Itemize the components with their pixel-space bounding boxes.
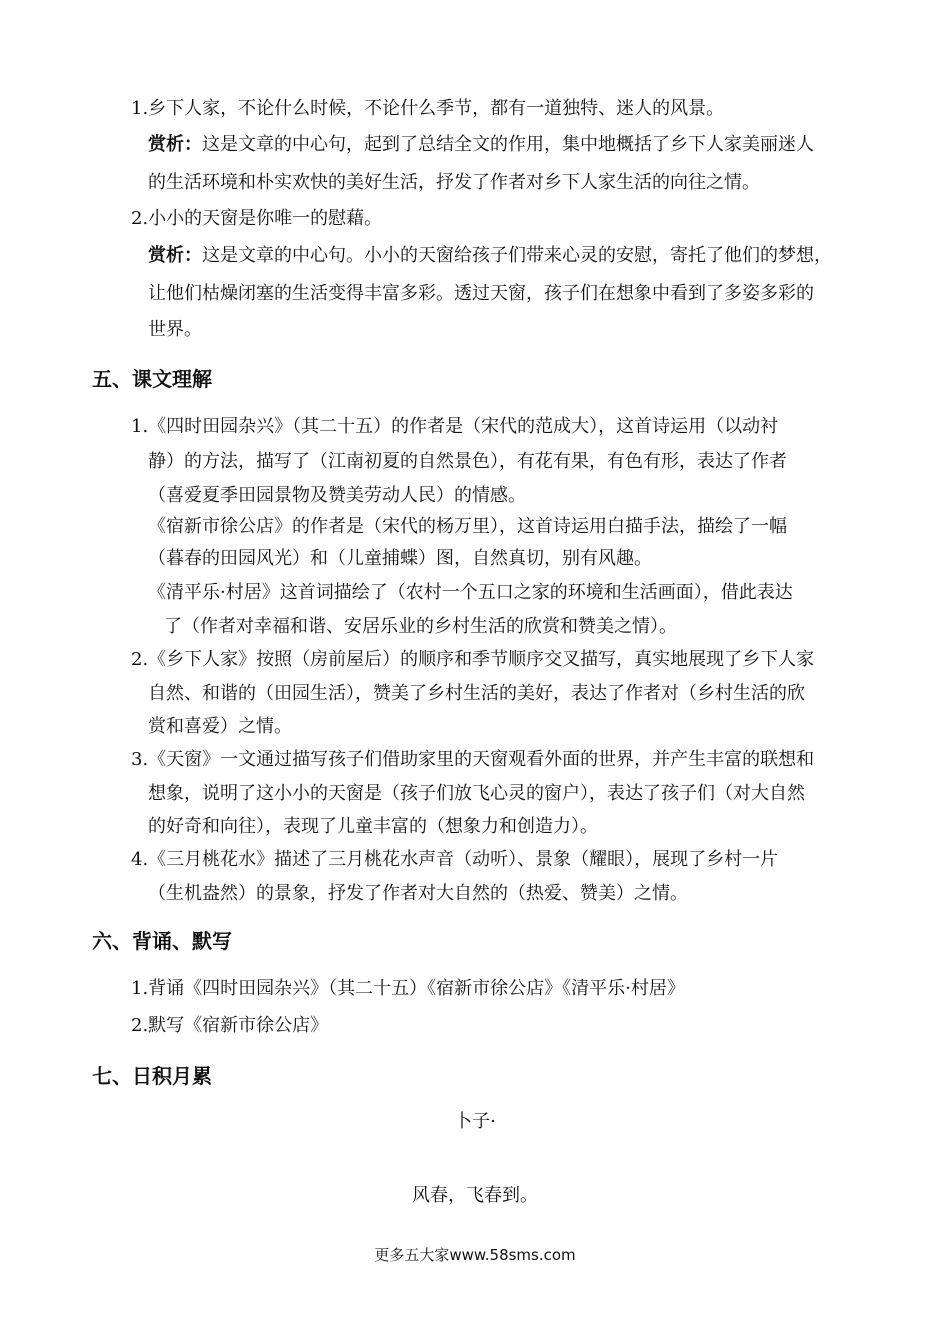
recite-item-2: 2.默写《宿新市徐公店》	[131, 1015, 329, 1036]
section-5-heading: 五、课文理解	[92, 367, 212, 391]
analysis-2-line-3: 世界。	[148, 319, 202, 340]
analysis-2-line-1	[148, 244, 832, 268]
understanding-line-3: （喜爱夏季田园景物及赞美劳动人民）的情感。	[148, 485, 526, 506]
understanding-line-1: 1.《四时田园杂兴》（其二十五）的作者是（宋代的范成大），这首诗运用（以动衬	[131, 416, 779, 437]
understanding-line-15: （生机盎然）的景象，抒发了作者对大自然的（热爱、赞美）之情。	[148, 883, 688, 904]
understanding-line-11: 3.《天窗》一文通过描写孩子们借助家里的天窗观看外面的世界，并产生丰富的联想和	[131, 749, 815, 770]
recite-item-1: 1.背诵《四时田园杂兴》（其二十五）《宿新市徐公店》《清平乐·村居》	[131, 978, 685, 999]
page-footer: 更多五大家www.58sms.com	[374, 1246, 576, 1264]
analysis-text: 这是文章的中心句。小小的天窗给孩子们带来心灵的安慰，寄托了他们的梦想，	[202, 245, 832, 266]
understanding-line-13: 的好奇和向往），表现了儿童丰富的（想象力和创造力）。	[148, 816, 598, 837]
section-7-heading: 七、日积月累	[92, 1064, 212, 1088]
sentence-item-1: 1.乡下人家，不论什么时候，不论什么季节，都有一道独特、迷人的风景。	[131, 98, 725, 119]
sentence-item-2: 2.小小的天窗是你唯一的慰藉。	[131, 208, 383, 229]
section-6-heading: 六、背诵、默写	[92, 929, 232, 953]
understanding-line-2: 静）的方法，描写了（江南初夏的自然景色），有花有果，有色有形，表达了作者	[148, 451, 787, 472]
understanding-line-12: 想象，说明了这小小的天窗是（孩子们放飞心灵的窗户），表达了孩子们（对大自然	[148, 783, 805, 804]
analysis-label: 赏析：	[148, 134, 202, 155]
understanding-line-6: 《清平乐·村居》这首词描绘了（农村一个五口之家的环境和生活画面），借此表达	[148, 582, 793, 603]
poem-title: 卜子·	[454, 1111, 496, 1132]
understanding-line-10: 赏和喜爱）之情。	[148, 716, 292, 737]
analysis-2-line-2: 让他们枯燥闭塞的生活变得丰富多彩。透过天窗，孩子们在想象中看到了多姿多彩的	[148, 283, 814, 304]
understanding-line-14: 4.《三月桃花水》描述了三月桃花水声音（动听）、景象（耀眼），展现了乡村一片	[131, 849, 779, 870]
analysis-1-line-2: 的生活环境和朴实欢快的美好生活，抒发了作者对乡下人家生活的向往之情。	[148, 172, 760, 193]
understanding-line-7: 了（作者对幸福和谐、安居乐业的乡村生活的欣赏和赞美之情）。	[164, 616, 677, 637]
analysis-label: 赏析：	[148, 245, 202, 266]
understanding-line-8: 2.《乡下人家》按照（房前屋后）的顺序和季节顺序交叉描写，真实地展现了乡下人家	[131, 649, 815, 670]
poem-line: 风春，飞春到。	[412, 1185, 538, 1206]
analysis-text: 这是文章的中心句，起到了总结全文的作用，集中地概括了乡下人家美丽迷人	[202, 134, 814, 155]
understanding-line-4: 《宿新市徐公店》的作者是（宋代的杨万里），这首诗运用白描手法，描绘了一幅	[148, 516, 787, 537]
understanding-line-5: （暮春的田园风光）和（儿童捕蝶）图，自然真切，别有风趣。	[148, 548, 652, 569]
understanding-line-9: 自然、和谐的（田园生活），赞美了乡村生活的美好，表达了作者对（乡村生活的欣	[148, 683, 805, 704]
analysis-1-line-1	[148, 133, 814, 157]
